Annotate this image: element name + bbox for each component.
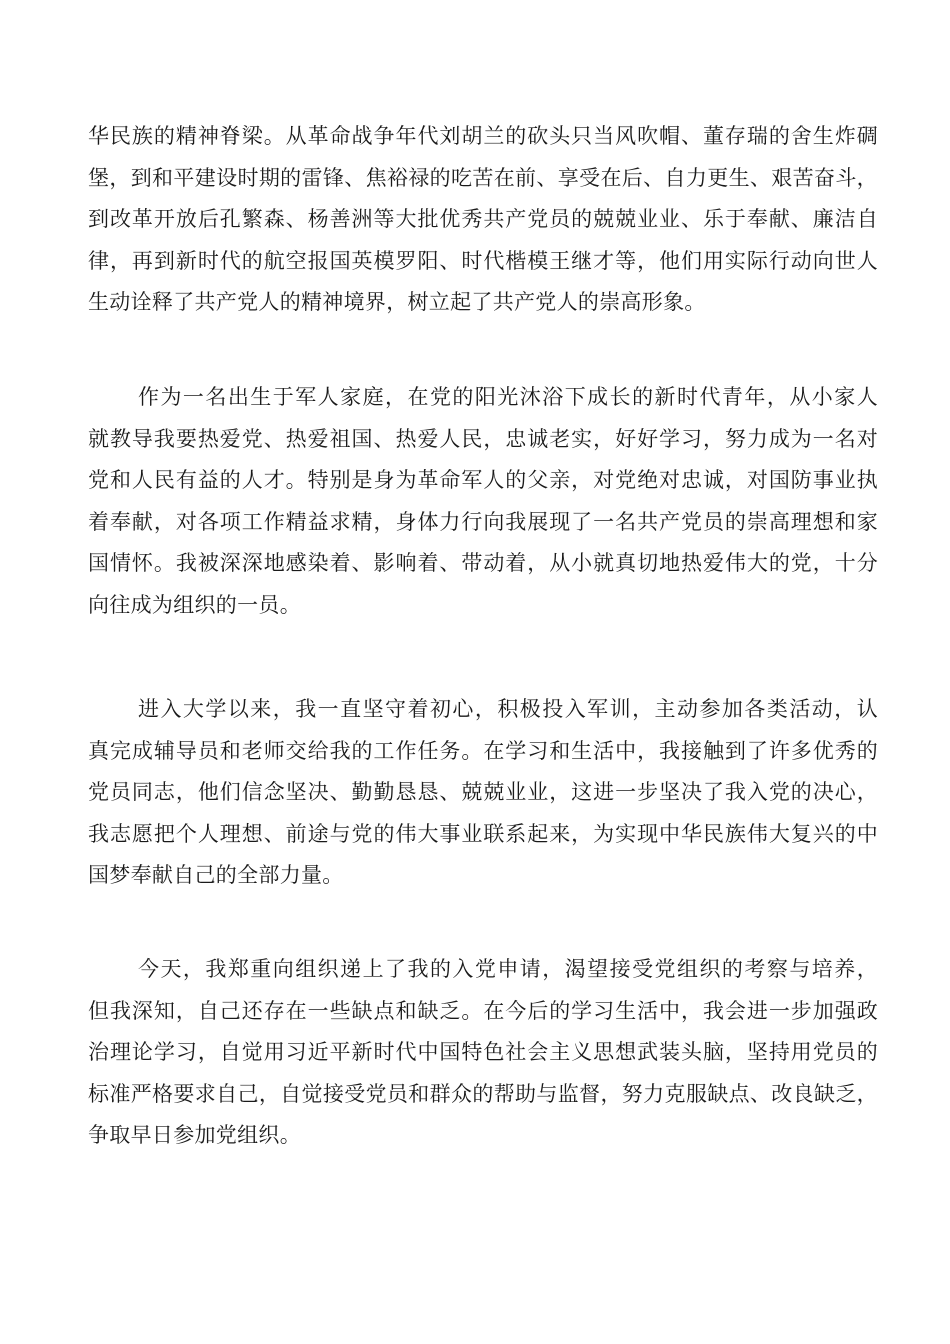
paragraph-line: 进入大学以来，我一直坚守着初心，积极投入军训，主动参加各类活动，认	[138, 697, 878, 721]
paragraph-line: 治理论学习，自觉用习近平新时代中国特色社会主义思想武装头脑，坚持用党员的	[88, 1040, 878, 1065]
paragraph-line: 华民族的精神脊梁。从革命战争年代刘胡兰的砍头只当风吹帽、董存瑞的舍生炸碉	[88, 124, 878, 148]
paragraph-line: 到改革开放后孔繁森、杨善洲等大批优秀共产党员的兢兢业业、乐于奉献、廉洁自	[88, 207, 878, 232]
paragraph-line: 党和人民有益的人才。特别是身为革命军人的父亲，对党绝对忠诚，对国防事业执	[88, 468, 878, 493]
paragraph-line: 作为一名出生于军人家庭，在党的阳光沐浴下成长的新时代青年，从小家人	[138, 385, 878, 409]
paragraph-application	[88, 949, 878, 1157]
paragraph-line: 就教导我要热爱党、热爱祖国、热爱人民，忠诚老实，好好学习，努力成为一名对	[88, 426, 878, 451]
paragraph-line: 真完成辅导员和老师交给我的工作任务。在学习和生活中，我接触到了许多优秀的	[88, 738, 878, 763]
paragraph-line: 国梦奉献自己的全部力量。	[88, 863, 344, 888]
paragraph-line: 律，再到新时代的航空报国英模罗阳、时代楷模王继才等，他们用实际行动向世人	[88, 248, 878, 273]
paragraph-family	[88, 377, 878, 627]
paragraph-line: 标准严格要求自己，自觉接受党员和群众的帮助与监督，努力克服缺点、改良缺乏，	[88, 1081, 878, 1106]
paragraph-line: 向往成为组织的一员。	[88, 592, 301, 617]
paragraph-heroes	[88, 116, 878, 324]
paragraph-line: 党员同志，他们信念坚决、勤勤恳恳、兢兢业业，这进一步坚决了我入党的决心，	[88, 780, 878, 805]
paragraph-line: 生动诠释了共产党人的精神境界，树立起了共产党人的崇高形象。	[88, 290, 706, 315]
paragraph-line: 着奉献，对各项工作精益求精，身体力行向我展现了一名共产党员的崇高理想和家	[88, 509, 878, 534]
paragraph-line: 国情怀。我被深深地感染着、影响着、带动着，从小就真切地热爱伟大的党，十分	[88, 551, 878, 576]
paragraph-line: 我志愿把个人理想、前途与党的伟大事业联系起来，为实现中华民族伟大复兴的中	[88, 821, 878, 846]
paragraph-university	[88, 689, 878, 897]
paragraph-line: 堡，到和平建设时期的雷锋、焦裕禄的吃苦在前、享受在后、自力更生、艰苦奋斗，	[88, 165, 878, 190]
paragraph-line: 今天，我郑重向组织递上了我的入党申请，渴望接受党组织的考察与培养，	[138, 957, 878, 981]
paragraph-line: 争取早日参加党组织。	[88, 1123, 301, 1148]
paragraph-line: 但我深知，自己还存在一些缺点和缺乏。在今后的学习生活中，我会进一步加强政	[88, 998, 878, 1023]
